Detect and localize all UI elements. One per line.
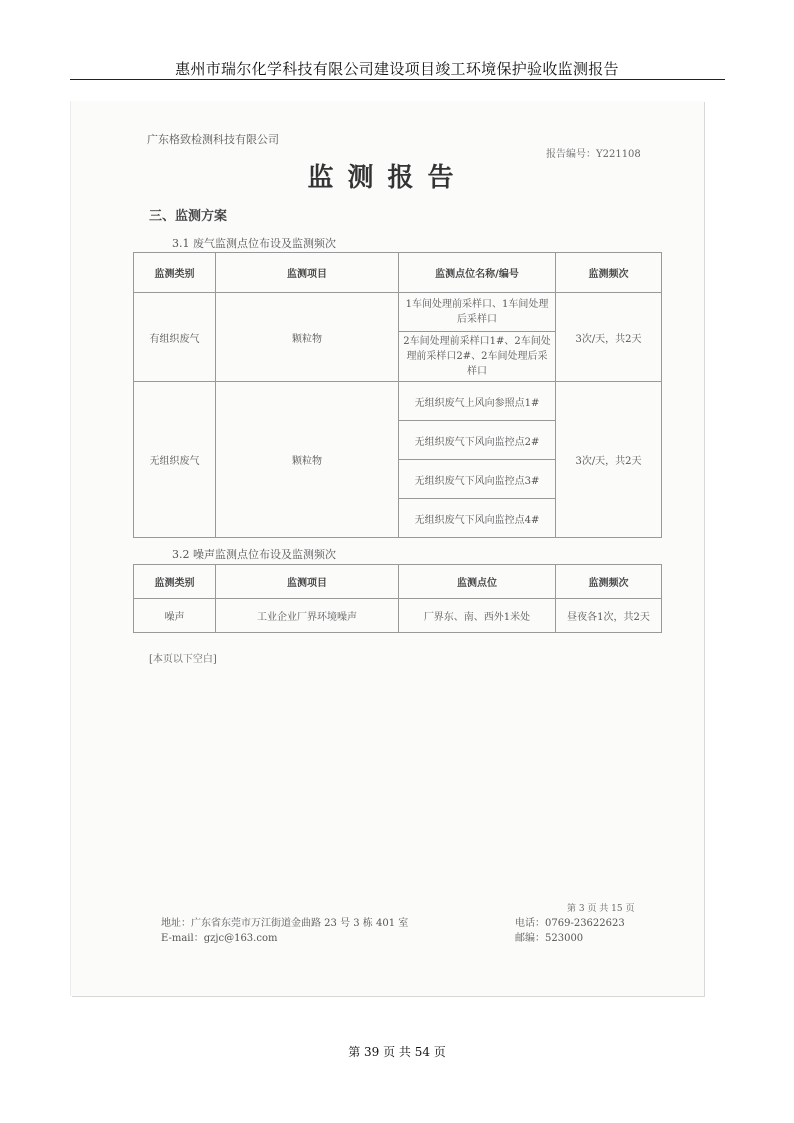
report-title: 监测报告 [307, 163, 468, 193]
table-row [134, 599, 662, 633]
contact-left [161, 916, 408, 946]
table-cell-category: 噪声 [134, 599, 216, 633]
table-cell-frequency: 3次/天，共2天 [556, 382, 662, 538]
table-header-cell: 监测频次 [556, 565, 662, 599]
table-header-cell: 监测项目 [216, 565, 399, 599]
report-number: 报告编号：Y221108 [546, 149, 641, 160]
table-cell-point: 1车间处理前采样口、1车间处理后采样口 [399, 293, 556, 332]
noise-monitoring-table [133, 564, 662, 633]
inner-page-number: 第 3 页 共 15 页 [567, 904, 635, 914]
table-cell-item: 颗粒物 [216, 382, 399, 538]
table-cell-point: 2车间处理前采样口1#、2车间处理前采样口2#、2车间处理后采样口 [399, 332, 556, 382]
address-text: 地址：广东省东莞市万江街道金曲路 23 号 3 栋 401 室 [161, 918, 409, 929]
table-header-cell: 监测项目 [216, 253, 399, 293]
table-cell-item: 工业企业厂界环境噪声 [216, 599, 399, 633]
table-cell-item: 颗粒物 [216, 293, 399, 382]
page-footer-number: 第 39 页 共 54 页 [348, 1045, 446, 1059]
blank-below-note: [本页以下空白] [149, 654, 217, 665]
table-cell-category: 有组织废气 [134, 293, 216, 382]
document-header-title: 惠州市瑞尔化学科技有限公司建设项目竣工环境保护验收监测报告 [175, 60, 619, 78]
section-heading: 三、监测方案 [149, 209, 228, 224]
table-header-cell: 监测频次 [556, 253, 662, 293]
table-header-row [134, 565, 662, 599]
postcode-text: 邮编：523000 [515, 933, 584, 944]
table-row [134, 293, 662, 332]
scanned-report-page [71, 101, 704, 996]
table-header-cell: 监测类别 [134, 565, 216, 599]
email-text: E-mail：gzjc@163.com [161, 933, 278, 944]
header-rule [70, 79, 725, 80]
phone-text: 电话：0769-23622623 [515, 918, 625, 929]
table-cell-frequency: 昼夜各1次，共2天 [556, 599, 662, 633]
table-header-cell: 监测点位名称/编号 [399, 253, 556, 293]
table-cell-category: 无组织废气 [134, 382, 216, 538]
subsection-heading-exhaust: 3.1 废气监测点位布设及监测频次 [172, 237, 336, 250]
table-header-cell: 监测类别 [134, 253, 216, 293]
table-header-row [134, 253, 662, 293]
subsection-heading-noise: 3.2 噪声监测点位布设及监测频次 [172, 548, 336, 561]
table-cell-point: 无组织废气下风向监控点2# [399, 421, 556, 460]
table-header-cell: 监测点位 [399, 565, 556, 599]
contact-right [515, 916, 625, 946]
company-name: 广东格致检测科技有限公司 [147, 133, 279, 146]
table-cell-point: 厂界东、南、西外1米处 [399, 599, 556, 633]
table-cell-point: 无组织废气上风向参照点1# [399, 382, 556, 421]
table-cell-point: 无组织废气下风向监控点3# [399, 460, 556, 499]
exhaust-monitoring-table [133, 252, 662, 538]
table-cell-frequency: 3次/天，共2天 [556, 293, 662, 382]
table-cell-point: 无组织废气下风向监控点4# [399, 499, 556, 538]
table-row [134, 382, 662, 421]
